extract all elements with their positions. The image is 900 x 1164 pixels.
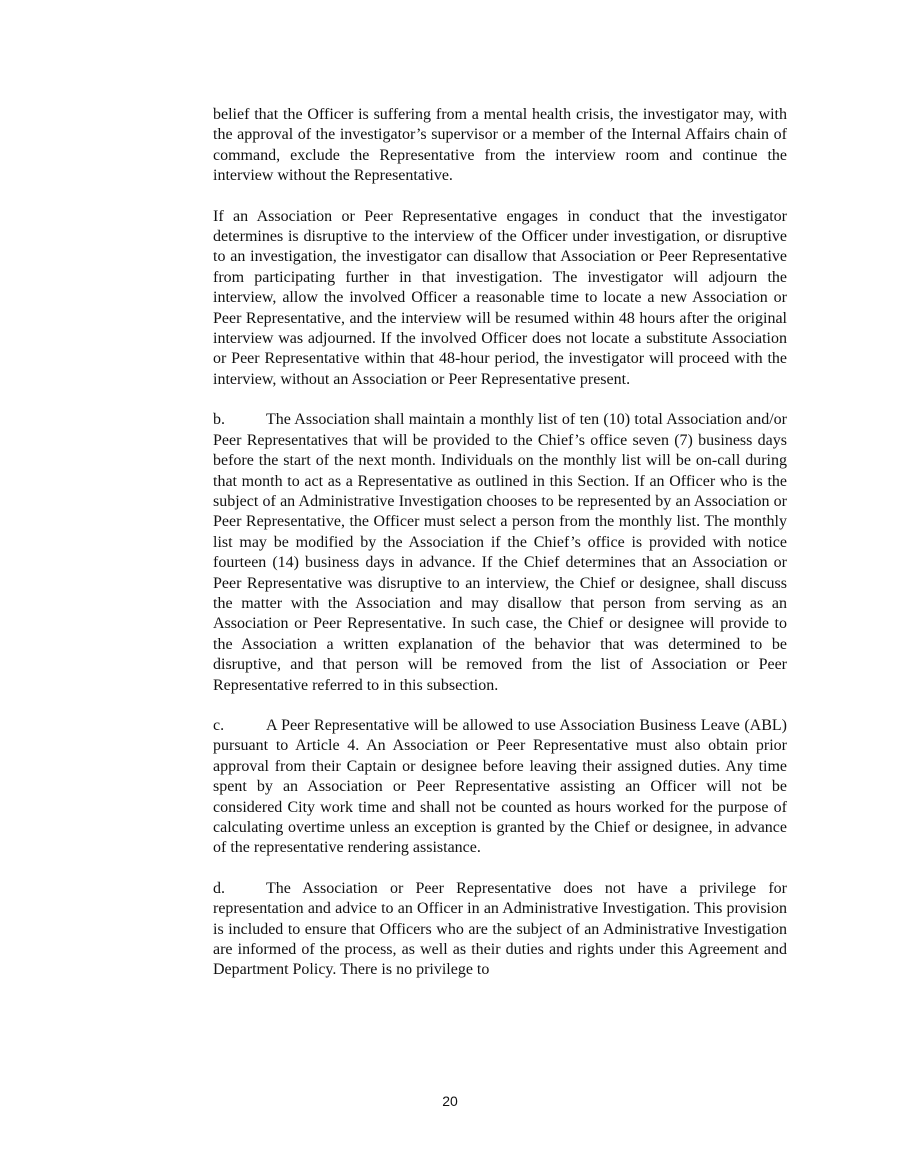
paragraph-marker: c. [213, 716, 225, 734]
paragraph-b-monthly-list [213, 410, 787, 696]
paragraph-c-business-leave [213, 716, 787, 859]
paragraph-text: The Association or Peer Representative does not have a privilege for representation and advice to an Officer in an Administrative Investigation. This provision is included to ensure that Officers who are the subject of an Administrative Investigation are informed of the process, as well as their duties and rights under this Agreement and Department Policy. There is no privilege to [213, 879, 787, 979]
paragraph-text: The Association shall maintain a monthly list of ten (10) total Association and/or Peer Representatives that will be provided to the Chief’s office seven (7) business days before the start of the next month. Individuals on the monthly list will be on-call during that month to act as a Representative as outlined in this Section. If an Officer who is the subject of an Administrative Investigation chooses to be represented by an Association or Peer Representative, the Officer must select a person from the monthly list. The monthly list may be modified by the Association if the Chief’s office is provided with notice fourteen (14) business days in advance. If the Chief determines that an Association or Peer Representative was disruptive to an interview, the Chief or designee, shall discuss the matter with the Association and may disallow that person from serving as an Association or Peer Representative. In such case, the Chief or designee will provide to the Association a written explanation of the behavior that was determined to be disruptive, and that person will be removed from the list of Association or Peer Representative referred to in this subsection. [213, 411, 787, 694]
paragraph-text: If an Association or Peer Representative engages in conduct that the investigator determines is disruptive to the interview of the Officer under investigation, or disruptive to an investigation, the investigator can disallow that Association or Peer Representative from participating further in that investigation. The investigator will adjourn the interview, allow the involved Officer a reasonable time to locate a new Association or Peer Representative, and the interview will be resumed within 48 hours after the original interview was adjourned. If the involved Officer does not locate a substitute Association or Peer Representative within that 48-hour period, the investigator will proceed with the interview, without an Association or Peer Representative present. [213, 207, 787, 388]
paragraph-marker: d. [213, 879, 225, 897]
paragraph-text: belief that the Officer is suffering from a mental health crisis, the investigator may, with the approval of the investigator’s supervisor or a member of the Internal Affairs chain of command, exclude the Representative from the interview room and continue the interview without the Representative. [213, 106, 787, 185]
paragraph-d-no-privilege [213, 879, 787, 981]
document-body [213, 105, 787, 1001]
paragraph-text: A Peer Representative will be allowed to use Association Business Leave (ABL) pursuant to Article 4. An Association or Peer Representative must also obtain prior approval from their Captain or designee before leaving their assigned duties. Any time spent by an Association or Peer Representative assisting an Officer will not be considered City work time and shall not be counted as hours worked for the purpose of calculating overtime unless an exception is granted by the Chief or designee, in advance of the representative rendering assistance. [213, 716, 787, 857]
paragraph-disruptive-conduct [213, 207, 787, 391]
paragraph-mental-health-crisis [213, 105, 787, 187]
page-number: 20 [442, 1093, 458, 1109]
paragraph-marker: b. [213, 411, 225, 429]
